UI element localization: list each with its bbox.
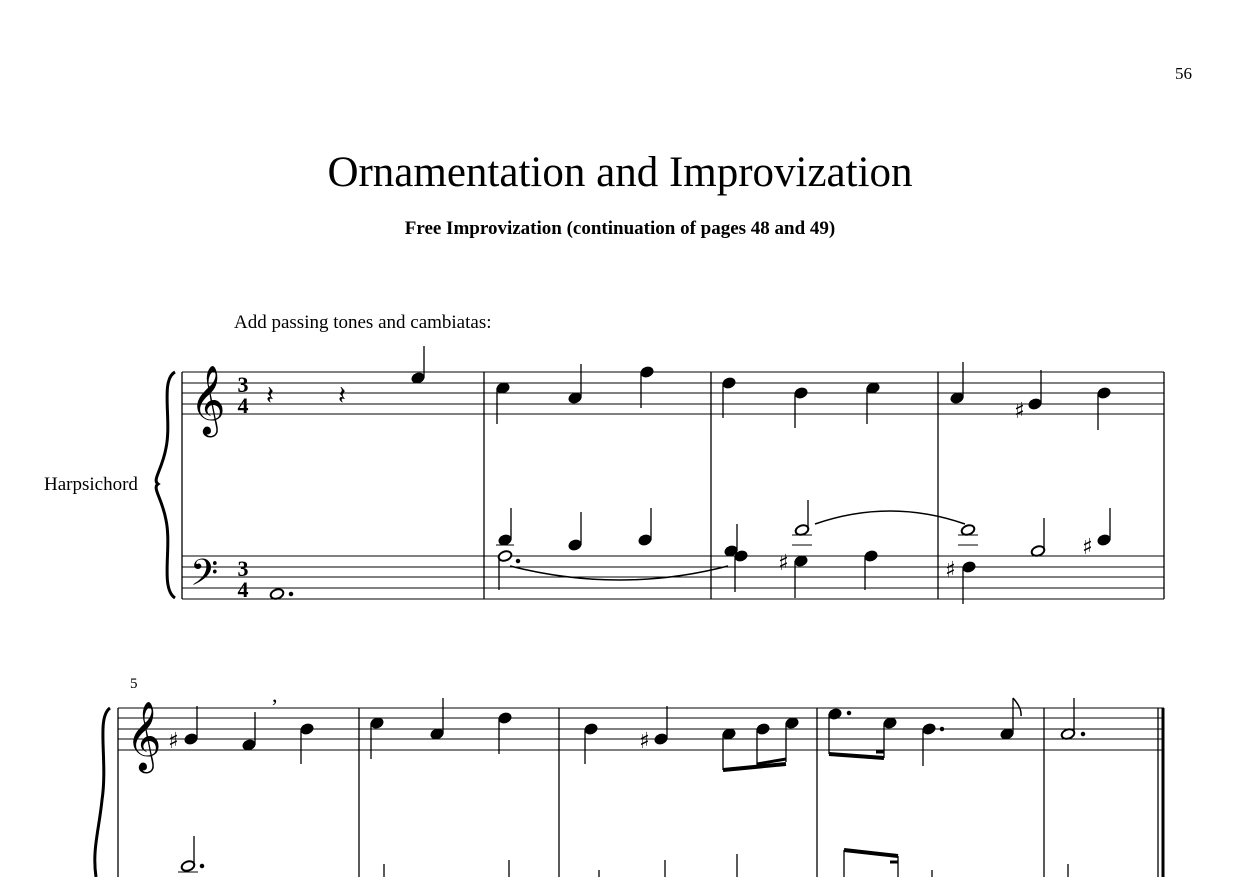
- note-head: [184, 733, 198, 746]
- sharp-accidental: ♯: [945, 558, 956, 583]
- bass-notes-2: [178, 836, 1068, 877]
- instrument-name: Harpsichord: [44, 474, 138, 495]
- note-head: [864, 550, 878, 563]
- grand-staff-brace: [156, 372, 175, 598]
- note-head: [568, 539, 582, 552]
- time-sig-bass-top: 3: [237, 556, 249, 581]
- quarter-rest: 𝄽: [338, 381, 346, 411]
- note-head: [785, 717, 799, 730]
- treble-clef-1: 𝄞: [190, 365, 226, 435]
- bass-staff-1: [182, 556, 1164, 599]
- note-head: [498, 534, 512, 547]
- sharp-accidental: ♯: [1082, 535, 1093, 560]
- page-number: 56: [1175, 64, 1192, 83]
- sharp-accidental: ♯: [168, 729, 179, 754]
- time-sig-bass-bottom: 4: [237, 577, 249, 602]
- note-head: [1097, 387, 1111, 400]
- page-title: Ornamentation and Improvization: [327, 149, 913, 196]
- page-subtitle: Free Improvization (continuation of pages 48 and 49): [404, 218, 836, 239]
- note-head: [1028, 398, 1042, 411]
- note-head: [370, 717, 384, 730]
- exercise-instruction: Add passing tones and cambiatas:: [234, 312, 492, 333]
- barlines-1: [484, 372, 1164, 599]
- sharp-accidental: ♯: [778, 551, 789, 576]
- bass-clef-1: 𝄢: [190, 552, 219, 603]
- note-head: [883, 717, 897, 730]
- note-head: [242, 739, 256, 752]
- note-head: [722, 728, 736, 741]
- sharp-accidental: ♯: [639, 729, 650, 754]
- time-sig-treble-bottom: 4: [237, 393, 249, 418]
- grand-staff-brace: [95, 708, 110, 877]
- note-head: [1000, 728, 1014, 741]
- measure-number: 5: [130, 676, 138, 692]
- note-head: [794, 387, 808, 400]
- system-1: [156, 372, 1164, 599]
- note-head: [300, 723, 314, 736]
- note-head: [722, 377, 736, 390]
- note-head: [568, 392, 582, 405]
- note-head: [638, 534, 652, 547]
- breath-mark: ,: [272, 682, 278, 707]
- note-head: [794, 555, 808, 568]
- note-head: [962, 561, 976, 574]
- note-head: [922, 723, 936, 736]
- note-head: [584, 723, 598, 736]
- note-head: [950, 392, 964, 405]
- time-sig-treble-top: 3: [237, 372, 249, 397]
- treble-clef-2: 𝄞: [126, 701, 162, 771]
- note-head: [866, 382, 880, 395]
- note-head: [640, 366, 654, 379]
- note-head: [756, 723, 770, 736]
- treble-notes-2: [168, 682, 1085, 770]
- note-head: [496, 382, 510, 395]
- sharp-accidental: ♯: [1014, 399, 1025, 424]
- note-head: [654, 733, 668, 746]
- note-head: [411, 372, 425, 385]
- note-head: [430, 728, 444, 741]
- note-head: [498, 712, 512, 725]
- treble-notes-1: [266, 346, 1111, 430]
- quarter-rest: 𝄽: [266, 381, 274, 411]
- note-head: [1097, 534, 1111, 547]
